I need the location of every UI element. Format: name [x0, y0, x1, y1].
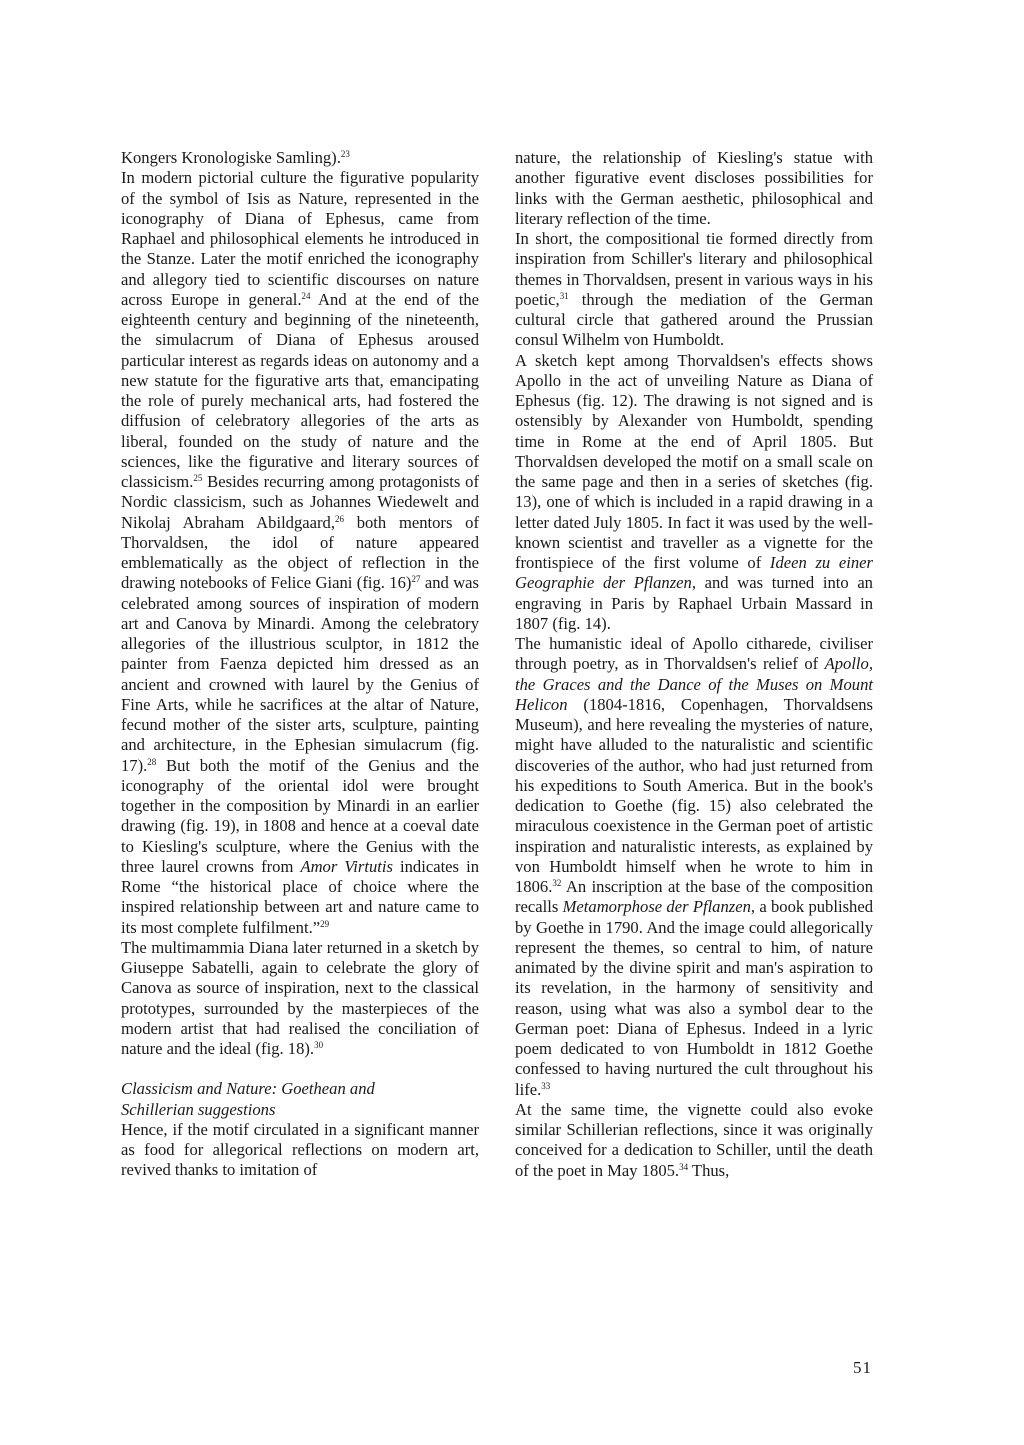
- paragraph: The multimammia Diana later returned in a sketch by Giuseppe Sabatelli, again to celebrate the glory of Canova as source of inspiration, next to the classical prototypes, surrounded by the masterpieces of the modern artist that had realised the conciliation of nature and the ideal (fig. 18).$^{30}$: [121, 937, 479, 1058]
- paragraph: The humanistic ideal of Apollo citharede, civiliser through poetry, as in Thorvaldsen's relief of Apollo, the Graces and the Dance of the Muses on Mount Helicon (1804-1816, Copenhagen, Thorvaldsens Museum), and here revealing the mysteries of nature, might have alluded to the naturalistic and scientific discoveries of the author, who had just returned from his expeditions to South America. But in the book's dedication to Goethe (fig. 15) also celebrated the miraculous coexistence in the German poet of artistic inspiration and naturalistic interests, as explained by von Humboldt himself when he wrote to him in 1806.32 An inscription at the base of the composition recalls Metamorphose der Pflanzen, a book published by Goethe in 1790. And the image could allegorically represent the themes, so central to him, of nature animated by the divine spirit and man's aspiration to its revelation, in the harmony of sensitivity and reason, using what was also a symbol dear to the German poet: Diana of Ephesus. Indeed in a lyric poem dedicated to von Humboldt in 1812 Goethe confessed to having nurtured the cult throughout his life.$^{33}$: [515, 634, 873, 1099]
- footnote-ref[interactable]: 24: [301, 290, 311, 301]
- footnote-ref[interactable]: 28: [147, 756, 157, 767]
- paragraph: nature, the relationship of Kiesling's statue with another figurative event discloses possibilities for links with the German aesthetic, philosophical and literary reflection of the time.: [515, 148, 873, 228]
- section-heading: Classicism and Nature: Goethean and Schillerian suggestions: [121, 1079, 375, 1119]
- paragraph: In short, the compositional tie formed directly from inspiration from Schiller's literary and philosophical themes in Thorvaldsen, present in various ways in his poetic,$^{31}$ through the mediation of the German cultural circle that gathered around the Prussian consul Wilhelm von Humboldt.: [515, 229, 873, 350]
- footnote-ref[interactable]: 25: [193, 473, 203, 483]
- footnote-ref[interactable]: 34: [679, 1161, 689, 1172]
- paragraph: A sketch kept among Thorvaldsen's effects shows Apollo in the act of unveiling Nature as Diana of Ephesus (fig. 12). The drawing is not signed and is ostensibly by Alexander von Humboldt, spending time in Rome at the end of April 1805. But Thorvaldsen developed the motif on a small scale on the same page and then in a series of sketches (fig. 13), one of which is included in a rapid drawing in a letter dated July 1805. In fact it was used by the well-known scientist and traveller as a vignette for the frontispiece of the first volume of Ideen zu einer Geographie der Pflanzen, and was turned into an engraving in Paris by Raphael Urbain Massard in 1807 (fig. 14).: [515, 350, 874, 633]
- paragraph: At the same time, the vignette could also evoke similar Schillerian reflections, since it was originally conceived for a dedication to Schiller, until the death of the poet in May 1805.34 Thus,: [515, 1099, 873, 1180]
- work-title: Amor Virtutis: [300, 856, 393, 876]
- footnote-ref[interactable]: 26: [334, 513, 344, 524]
- left-column: [121, 148, 479, 1181]
- footnote-ref[interactable]: 33: [541, 1080, 551, 1091]
- footnote-ref[interactable]: 23: [340, 149, 350, 159]
- footnote-ref[interactable]: 32: [552, 878, 562, 888]
- footnote-ref[interactable]: 29: [320, 918, 330, 929]
- work-title: Apollo, the Graces and the Dance of the Muses on Mount Helicon: [515, 654, 873, 714]
- paragraph: Kongers Kronologiske Samling).$^{23}$: [121, 148, 350, 167]
- footnote-ref[interactable]: 27: [411, 574, 421, 585]
- page-number: 51: [853, 1358, 872, 1377]
- right-column: [515, 148, 873, 1181]
- work-title: Metamorphose der Pflanzen: [562, 897, 751, 917]
- paragraph: Hence, if the motif circulated in a significant manner as food for allegorical reflections on modern art, revived thanks to imitation of: [121, 1119, 479, 1180]
- footnote-ref[interactable]: 30: [314, 1040, 324, 1050]
- paragraph: In modern pictorial culture the figurative popularity of the symbol of Isis as Nature, represented in the iconography of Diana of Ephesus, came from Raphael and philosophical elements he introduced in the Stanze. Later the motif enriched the iconography and allegory tied to scientific discourses on nature across Europe in general.$^{24}$ And at the end of the eighteenth century and beginning of the nineteenth, the simulacrum of Diana of Ephesus aroused particular interest as regards ideas on autonomy and a new statute for the figurative arts that, emancipating the role of purely mechanical arts, had fostered the diffusion of celebratory allegories of the arts as liberal, founded on the study of nature and the sciences, like the figurative and literary sources of classicism.$^{25}$ Besides recurring among protagonists of Nordic classicism, such as Johannes Wiedewelt and Nikolaj Abraham Abildgaard,$^{26}$ both mentors of Thorvaldsen, the idol of nature appeared emblematically as the object of reflection in the drawing notebooks of Felice Giani (fig. 16)$^{27}$ and was celebrated among sources of inspiration of modern art and Canova by Minardi. Among the celebratory allegories of the illustrious sculptor, in 1812 the painter from Faenza depicted him dressed as an ancient and crowned with laurel by the Genius of Fine Arts, while he sacrifices at the altar of Nature, fecund mother of the sister arts, sculpture, painting and architecture, in the Ephesian simulacrum (fig. 17).$^{28}$ But both the motif of the Genius and the iconography of the oriental idol were brought together in the composition by Minardi in an earlier drawing (fig. 19), in 1808 and hence at a coeval date to Kiesling's sculpture, where the Genius with the three laurel crowns from Amor Virtutis indicates in Rome “the historical place of choice where the inspired relationship between art and nature came to its most complete fulfilment.”$^{29}$: [121, 168, 479, 937]
- footnote-ref[interactable]: 31: [559, 290, 569, 301]
- work-title: Ideen zu einer Geographie der Pflanzen: [515, 553, 874, 593]
